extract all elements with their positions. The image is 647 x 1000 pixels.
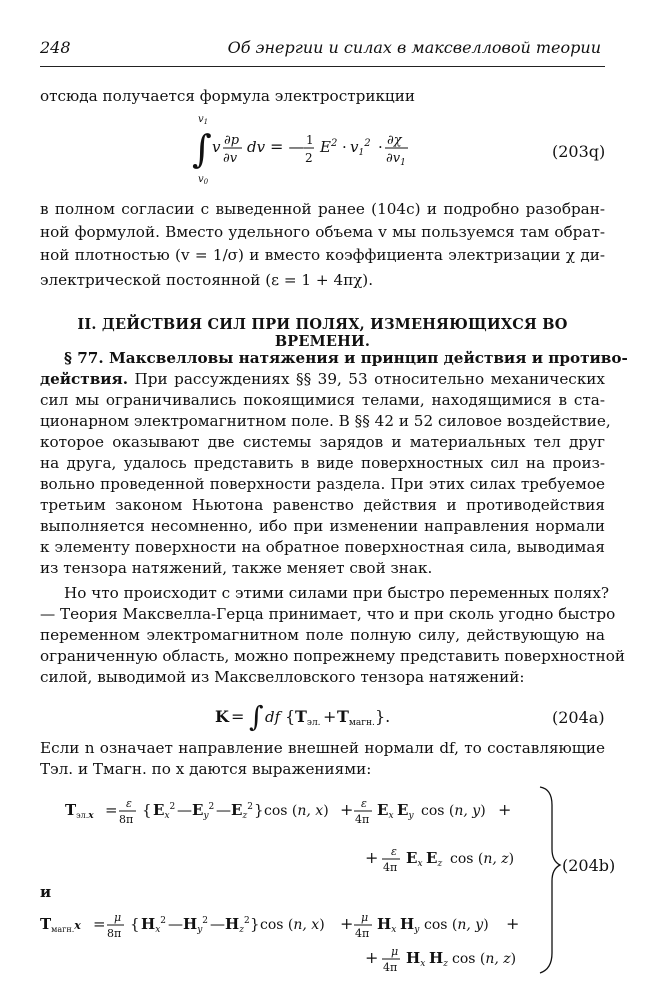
- svg-text:Hx: $H_x$: [377, 915, 397, 935]
- paragraph-line: электрической постоянной (ε = 1 + 4πχ).: [40, 271, 374, 289]
- svg-text:cos (n, y): cos (n, y): [424, 917, 489, 933]
- svg-text:{: {: [142, 801, 152, 819]
- svg-text:Hx: $H_x$: [406, 949, 426, 969]
- svg-text:—: —: [210, 915, 225, 933]
- svg-text:K: K: [215, 707, 229, 726]
- paragraph-line: переменном электромагнитном поле полную силу, действующую на: [40, 626, 605, 644]
- running-header: [40, 38, 605, 67]
- svg-text:∂v1: $\partial v_1$: [386, 151, 406, 168]
- paragraph-line: ограниченную область, можно попрежнему представить поверхностной: [40, 647, 625, 665]
- paragraph-line: Но что происходит с этими силами при быстро переменных полях?: [64, 584, 610, 602]
- svg-text:ε: ε: [391, 845, 397, 858]
- svg-text:—: —: [216, 801, 231, 819]
- svg-text:{: {: [285, 707, 296, 726]
- svg-text:Hx2: $H_x^2$: [141, 915, 166, 935]
- svg-text:cos (n, z): cos (n, z): [450, 851, 515, 867]
- svg-text:ε: ε: [126, 797, 132, 810]
- svg-text:Ey2: $E_y^2$: [192, 801, 215, 821]
- svg-text:—: —: [168, 915, 183, 933]
- section-77-title: § 77. Максвелловы натяжения и принцип действия и противо-: [64, 349, 628, 367]
- equation-203q: [190, 112, 450, 192]
- section-77-title-end: действия.: [40, 370, 129, 388]
- paragraph-line: к элементу поверхности на обратное поверхностная сила, выводимая: [40, 538, 605, 556]
- svg-text:1: 1: [306, 133, 314, 147]
- svg-text:4π: 4π: [383, 961, 398, 974]
- svg-text:cos (n, x): cos (n, x): [260, 917, 325, 933]
- svg-text:4π: 4π: [355, 927, 370, 940]
- svg-text:и: и: [40, 883, 52, 901]
- svg-text:Hz2: $H_z^2$: [225, 915, 250, 935]
- svg-text:+: +: [506, 914, 520, 933]
- svg-text:—: —: [177, 801, 192, 819]
- svg-text:·: ·: [378, 138, 383, 156]
- svg-text:Ex2: $E_x^2$: [153, 801, 176, 821]
- svg-text:df: df: [265, 708, 281, 726]
- svg-text:Ex: $E_x$: [377, 801, 394, 821]
- paragraph-line: силой, выводимой из Максвелловского тензора натяжений:: [40, 668, 525, 686]
- svg-text:cos (n, z): cos (n, z): [452, 951, 517, 967]
- svg-text:Tмагн.: Tмагн.: [337, 707, 375, 728]
- svg-text:·: ·: [342, 138, 347, 156]
- svg-text:+: +: [365, 948, 379, 967]
- svg-text:8π: 8π: [119, 813, 134, 826]
- equation-number-204b: (204b): [562, 856, 616, 875]
- svg-text:Hz: $H_z$: [429, 949, 448, 969]
- intro-line: отсюда получается формула электрострикции: [40, 87, 415, 105]
- svg-text:Hy: $H_y$: [400, 915, 420, 935]
- svg-text:Ex: $E_x$: [406, 849, 423, 869]
- paragraph-line: на друга, удалось представить в виде поверхностных сил на произ-: [40, 454, 605, 472]
- svg-text:}: }: [254, 801, 264, 819]
- svg-text:∫: ∫: [192, 127, 212, 171]
- svg-text:cos (n, y): cos (n, y): [421, 803, 486, 819]
- svg-text:+: +: [498, 800, 512, 819]
- page-number: 248: [40, 38, 71, 57]
- svg-text:Ey: $E_y$: [397, 801, 414, 821]
- equation-204b: [40, 785, 605, 975]
- svg-text:Tэл.x: $T_{эл.}x$: [65, 801, 94, 821]
- svg-text:8π: 8π: [107, 927, 122, 940]
- svg-text:+: +: [340, 800, 354, 819]
- svg-text:v12: $v_1^2$: [350, 138, 371, 158]
- equation-204a: [215, 696, 415, 736]
- svg-text:dv: dv: [247, 138, 266, 156]
- svg-text:=: =: [105, 801, 118, 819]
- paragraph-line: которое оказывают две системы зарядов и материальных тел друг: [40, 433, 605, 451]
- svg-text:+: +: [340, 914, 354, 933]
- svg-text:μ: μ: [114, 911, 122, 924]
- equation-number-204a: (204a): [552, 708, 605, 727]
- svg-text:∂v: ∂v: [223, 151, 238, 166]
- paragraph-line: — Теория Максвелла-Герца принимает, что и при сколь угодно быстро: [40, 605, 616, 623]
- svg-text:ε: ε: [361, 797, 367, 810]
- svg-text:Ez: $E_z$: [426, 849, 443, 869]
- paragraph-line: в полном согласии с выведенной ранее (104с) и подробно разобран-: [40, 200, 605, 218]
- svg-text:=: =: [93, 915, 106, 933]
- svg-text:μ: μ: [391, 945, 399, 958]
- paragraph-line: Tэл. и Tмагн. по x даются выражениями:: [40, 760, 372, 778]
- paragraph-line: ционарном электромагнитном поле. В §§ 42 и 52 силовое воздействие,: [40, 412, 611, 430]
- svg-text:∂p: ∂p: [224, 133, 240, 148]
- svg-text:v: v: [212, 138, 221, 156]
- svg-text:Tэл.: Tэл.: [295, 707, 321, 728]
- running-title: Об энергии и силах в максвелловой теории: [227, 38, 601, 57]
- paragraph-line: ной формулой. Вместо удельного объема v мы пользуемся там обрат-: [40, 223, 605, 241]
- svg-text:E2: $E^2$: [320, 138, 338, 156]
- svg-text:v1: $v_1$: [198, 114, 209, 126]
- paragraph-line: выполняется несомненно, ибо при изменении направления нормали: [40, 517, 605, 535]
- svg-text:Tмагн.x: $T_{магн.}^x$: [40, 915, 81, 934]
- svg-text:=: =: [231, 707, 245, 726]
- paragraph-line: третьим законом Ньютона равенство действия и противодействия: [40, 496, 605, 514]
- svg-text:{: {: [130, 915, 140, 933]
- svg-text:μ: μ: [361, 911, 369, 924]
- svg-text:}: }: [250, 915, 260, 933]
- svg-text:v0: $v_0$: [198, 174, 209, 186]
- section-heading: II. ДЕЙСТВИЯ СИЛ ПРИ ПОЛЯХ, ИЗМЕНЯЮЩИХСЯ ВО ВРЕМЕНИ.: [77, 316, 568, 350]
- section-77-first-line: При рассуждениях §§ 39, 53 относительно механических: [128, 370, 605, 388]
- svg-text:= —: = —: [270, 137, 305, 156]
- svg-text:+: +: [323, 707, 337, 726]
- paragraph-line: вольно проведенной поверхности раздела. При этих силах требуемое: [40, 475, 605, 493]
- svg-text:cos (n, x): cos (n, x): [264, 803, 329, 819]
- equation-number-203q: (203q): [552, 142, 606, 161]
- section-77-title-cont: [40, 369, 605, 390]
- svg-text:4π: 4π: [355, 813, 370, 826]
- svg-text:Hy2: $H_y^2$: [183, 915, 209, 935]
- svg-text:}.: }.: [375, 707, 391, 726]
- paragraph-line: ной плотностью (v = 1/σ) и вместо коэффициента электризации χ ди-: [40, 246, 605, 264]
- svg-text:4π: 4π: [383, 861, 398, 874]
- paragraph-line: из тензора натяжений, также меняет свой знак.: [40, 559, 433, 577]
- svg-text:Ez2: $E_z^2$: [231, 801, 253, 821]
- svg-text:2: 2: [305, 151, 313, 165]
- svg-text:∂χ: ∂χ: [387, 133, 402, 148]
- svg-text:∫: ∫: [249, 700, 264, 733]
- paragraph-line: сил мы ограничивались покоящимися телами, находящимися в ста-: [40, 391, 605, 409]
- svg-text:+: +: [365, 848, 379, 867]
- paragraph-line: Если n означает направление внешней нормали df, то составляющие: [40, 739, 605, 757]
